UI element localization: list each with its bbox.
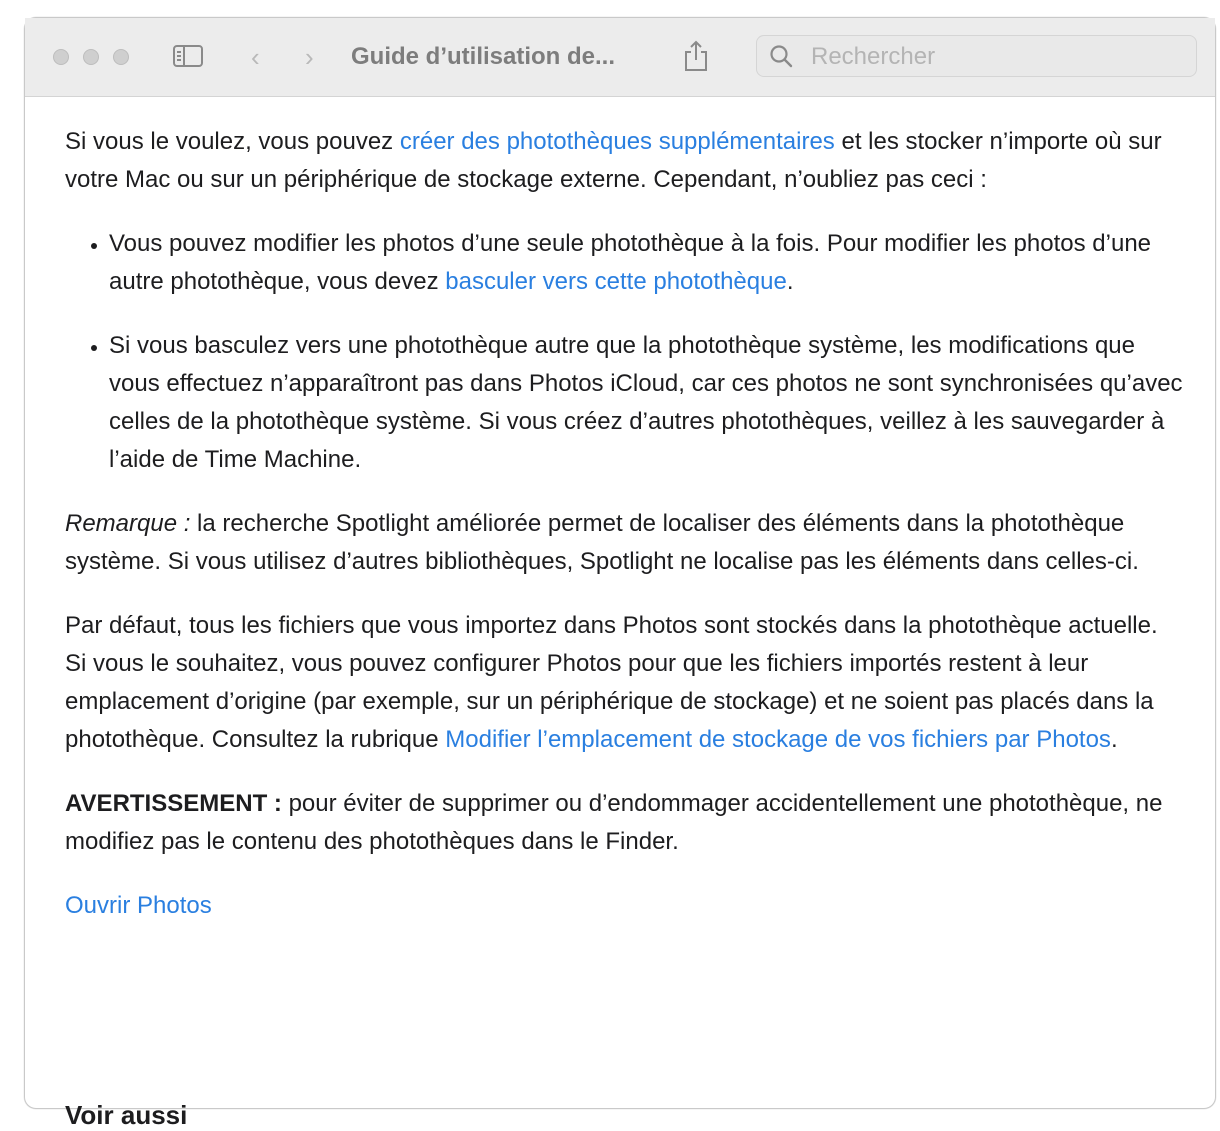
warning-paragraph: AVERTISSEMENT : pour éviter de supprimer ou d’endommager accidentellement une photothèque, ne modifiez pas le contenu des photothèques dans le Finder. bbox=[65, 790, 1163, 855]
minimize-window-button[interactable] bbox=[83, 49, 99, 65]
search-field[interactable] bbox=[756, 35, 1197, 77]
list-item: • Vous pouvez modifier les photos d’une seule photothèque à la fois. Pour modifier les photos d’une autre photothèque, vous devez basculer vers cette photothèque. bbox=[109, 225, 1185, 301]
search-icon bbox=[769, 44, 793, 68]
close-window-button[interactable] bbox=[53, 49, 69, 65]
open-photos-link[interactable]: Ouvrir Photos bbox=[65, 892, 212, 919]
share-icon[interactable] bbox=[683, 40, 709, 72]
see-also-heading: Voir aussi bbox=[65, 1100, 188, 1130]
note-label: Remarque : bbox=[65, 510, 191, 537]
window-title: Guide d’utilisation de... bbox=[351, 43, 616, 70]
zoom-window-button[interactable] bbox=[113, 49, 129, 65]
change-storage-location-link[interactable]: Modifier l’emplacement de stockage de vos fichiers par Photos bbox=[445, 726, 1111, 753]
help-window bbox=[24, 17, 1216, 1130]
warning-label: AVERTISSEMENT : bbox=[65, 790, 282, 817]
list-item: • Si vous basculez vers une photothèque autre que la photothèque système, les modifications que vous effectuez n’apparaîtront pas dans Photos iCloud, car ces photos ne sont synchronisées qu’avec celles de la photothèque système. Si vous créez d’autres photothèques, veillez à les sauvegarder à l’aide de Time Machine. bbox=[109, 327, 1185, 479]
chevron-right-icon[interactable]: › bbox=[305, 42, 314, 72]
toolbar bbox=[25, 18, 1215, 97]
search-input[interactable] bbox=[809, 42, 1183, 72]
open-photos-paragraph bbox=[65, 887, 1185, 925]
chevron-left-icon[interactable]: ‹ bbox=[251, 42, 260, 72]
create-libraries-link[interactable]: créer des photothèques supplémentaires bbox=[399, 128, 835, 155]
intro-paragraph: Si vous le voulez, vous pouvez créer des photothèques supplémentaires et les stocker n’importe où sur votre Mac ou sur un périphérique de stockage externe. Cependant, n’oubliez pas ceci : bbox=[65, 128, 1162, 193]
sidebar-toggle-icon[interactable] bbox=[173, 45, 203, 67]
default-storage-paragraph: Par défaut, tous les fichiers que vous importez dans Photos sont stockés dans la photothèque actuelle. Si vous le souhaitez, vous pouvez configurer Photos pour que les fichiers importés restent à leur emplacement d’origine (par exemple, sur un périphérique de stockage) et ne soient pas placés dans la photothèque. Consultez la rubrique Modifier l’emplacement de stockage de vos fichiers par Photos. bbox=[65, 612, 1158, 753]
notes-list bbox=[65, 225, 1185, 479]
note-paragraph: Remarque : la recherche Spotlight améliorée permet de localiser des éléments dans la photothèque système. Si vous utilisez d’autres bibliothèques, Spotlight ne localise pas les éléments dans celles-ci. bbox=[65, 510, 1139, 575]
switch-library-link[interactable]: basculer vers cette photothèque bbox=[445, 268, 787, 295]
article-content bbox=[65, 123, 1185, 925]
